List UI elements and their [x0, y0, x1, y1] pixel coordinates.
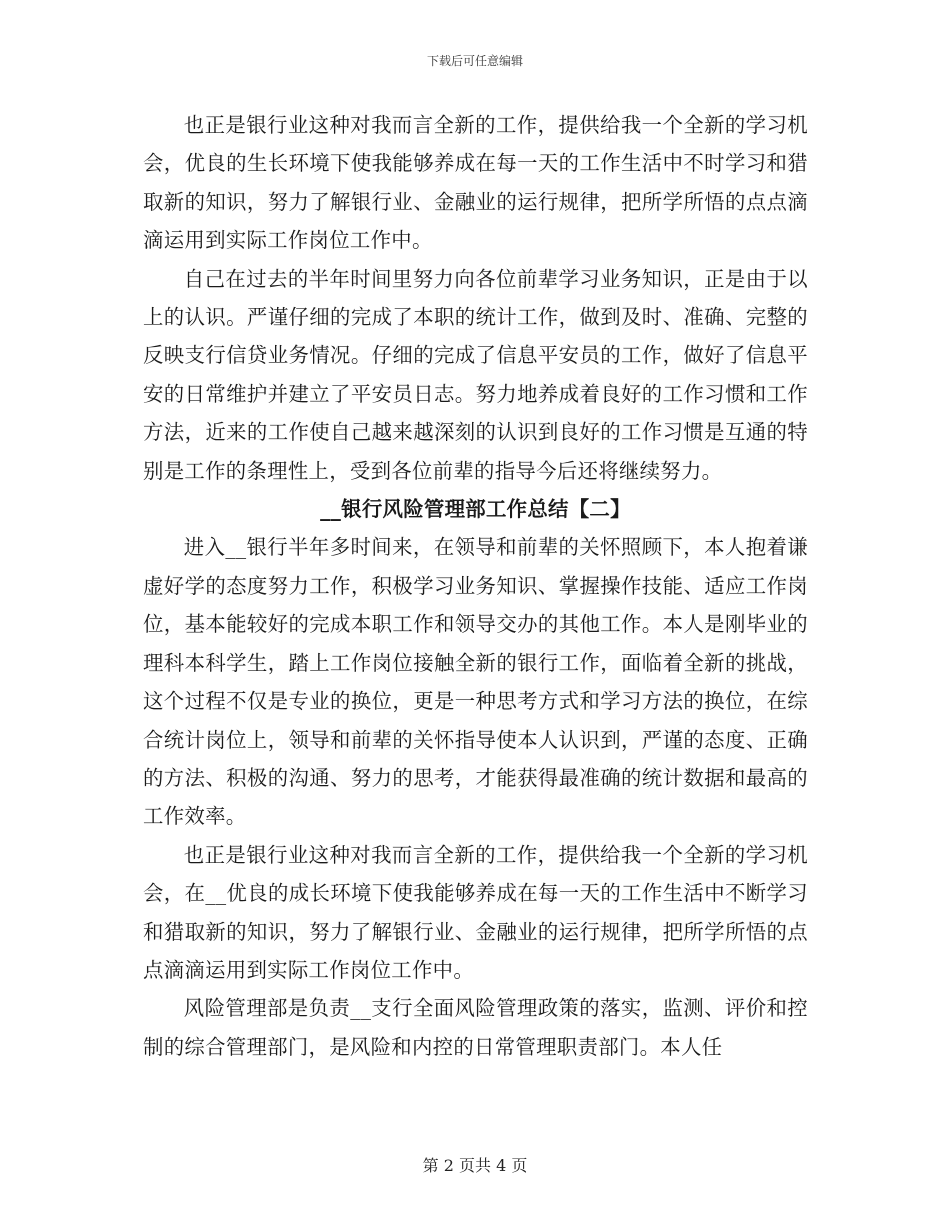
section-title: __银行风险管理部工作总结【二】 — [320, 497, 631, 522]
paragraph: 也正是银行业这种对我而言全新的工作，提供给我一个全新的学习机会，在__优良的成长环境下使我能够养成在每一天的工作生活中不断学习和猎取新的知识，努力了解银行业、金融业的运行规律，把所学所悟的点点滴滴运用到实际工作岗位工作中。 — [143, 842, 808, 982]
page-number: 第 2 页共 4 页 — [422, 1156, 528, 1175]
paragraph: 自己在过去的半年时间里努力向各位前辈学习业务知识，正是由于以上的认识。严谨仔细的完成了本职的统计工作，做到及时、准确、完整的反映支行信贷业务情况。仔细的完成了信息平安员的工作，做好了信息平安的日常维护并建立了平安员日志。努力地养成着良好的工作习惯和工作方法，近来的工作使自己越来越深刻的认识到良好的工作习惯是互通的特别是工作的条理性上，受到各位前辈的指导今后还将继续努力。 — [143, 266, 808, 483]
page-header-note: 下载后可任意编辑 — [426, 54, 523, 68]
paragraph: 也正是银行业这种对我而言全新的工作，提供给我一个全新的学习机会，优良的生长环境下使我能够养成在每一天的工作生活中不时学习和猎取新的知识，努力了解银行业、金融业的运行规律，把所学所悟的点点滴滴运用到实际工作岗位工作中。 — [143, 113, 808, 253]
paragraph: 风险管理部是负责__支行全面风险管理政策的落实，监测、评价和控制的综合管理部门，是风险和内控的日常管理职责部门。本人任 — [143, 996, 808, 1059]
paragraph: 进入__银行半年多时间来，在领导和前辈的关怀照顾下，本人抱着谦虚好学的态度努力工作，积极学习业务知识、掌握操作技能、适应工作岗位，基本能较好的完成本职工作和领导交办的其他工作。本人是刚毕业的理科本科学生，踏上工作岗位接触全新的银行工作，面临着全新的挑战，这个过程不仅是专业的换位，更是一种思考方式和学习方法的换位，在综合统计岗位上，领导和前辈的关怀指导使本人认识到，严谨的态度、正确的方法、积极的沟通、努力的思考，才能获得最准确的统计数据和最高的工作效率。 — [143, 535, 808, 829]
document-body — [143, 106, 808, 1066]
